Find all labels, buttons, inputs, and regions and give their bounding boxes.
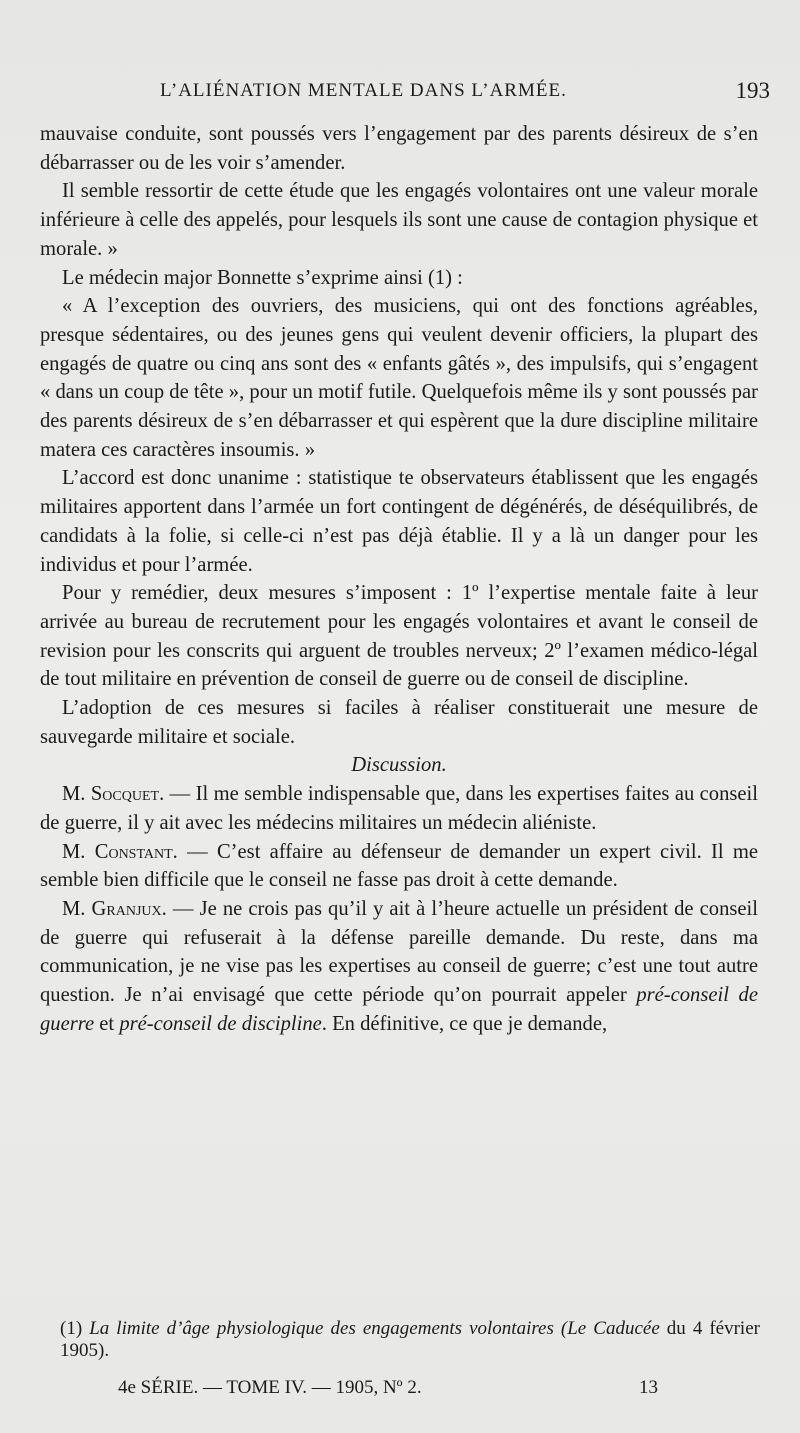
paragraph-1: mauvaise conduite, sont poussés vers l’engagement par des parents désireux de s’en débarrasser ou de les voir s’amender. [40,123,758,174]
series-line: 4e SÉRIE. — TOME IV. — 1905, Nº 2. [118,1377,422,1398]
running-title: L’ALIÉNATION MENTALE DANS L’ARMÉE. [160,80,567,101]
footnote [60,1318,760,1362]
paragraph-7: L’adoption de ces mesures si faciles à réaliser constituerait une mesure de sauvegarde militaire et sociale. [40,697,758,748]
quotation-paragraph: « A l’exception des ouvriers, des musiciens, qui ont des fonctions agréables, presque sédentaires, ou des jeunes gens qui veulent devenir officiers, la plupart des engagés de quatre ou cinq ans sont des « enfants gâtés », des impulsifs, qui s’engagent « dans un coup de tête », pour un motif futile. Quelquefois même ils y sont poussés par des parents désireux de s’en débarrasser et qui espèrent que la dure discipline militaire matera ces caractères insoumis. » [40,295,758,461]
discussion-entry-socquet [40,780,758,837]
speaker-name: M. Constant. [62,840,178,863]
speaker-remark-end: . En définitive, ce que je demande, [321,1012,608,1035]
speaker-remark: — C’est affaire au défenseur de demander un expert civil. Il me semble bien difficile que le conseil ne fasse pas droit à cette demande. [40,840,759,892]
paragraph-2: Il semble ressortir de cette étude que les engagés volontaires ont une valeur morale inférieure à celle des appelés, pour lesquels ils sont une cause de contagion physique et morale. » [40,180,758,260]
discussion-entry-granjux [40,895,758,1039]
italic-term: pré-conseil de discipline [119,1012,322,1035]
footnote-title: La limite d’âge physiologique des engagements volontaires (Le Caducée [89,1318,660,1339]
body-text [40,120,758,1039]
italic-term: pré-conseil de guerre [40,984,758,1035]
paragraph-3: Le médecin major Bonnette s’exprime ainsi (1) : [62,266,463,289]
signature-mark: 13 [639,1377,658,1398]
running-header [160,80,770,116]
speaker-remark: — Il me semble indispensable que, dans les expertises faites au conseil de guerre, il y ait avec les médecins militaires un médecin aliéniste. [40,783,758,834]
speaker-name: M. Granjux. [62,897,167,920]
conjunction: et [94,1012,120,1035]
page-footer [118,1377,658,1407]
paragraph-5: L’accord est donc unanime : statistique te observateurs établissent que les engagés militaires apportent dans l’armée un fort contingent de dégénérés, de déséquilibrés, de candidats à la folie, si celle-ci n’est pas déjà établie. Il y a là un danger pour les individus et pour l’armée. [40,467,758,576]
page-number: 193 [735,78,770,103]
discussion-heading: Discussion. [351,754,447,777]
speaker-remark: — Je ne crois pas qu’il y ait à l’heure actuelle un président de conseil de guerre qui refuserait à la défense pareille demande. Du reste, dans ma communication, je ne vise pas les expertises au conseil de guerre; c’est une tout autre question. Je n’ai envisagé que cette période qu’on pourrait appeler [40,897,759,1007]
footnote-citation: du 4 février 1905). [60,1318,760,1361]
paragraph-6: Pour y remédier, deux mesures s’imposent : 1º l’expertise mentale faite à leur arrivée au bureau de recrutement pour les engagés volontaires et avant le conseil de revision pour les conscrits qui arguent de troubles nerveux; 2º l’examen médico-légal de tout militaire en prévention de conseil de guerre ou de conseil de discipline. [40,582,758,691]
speaker-name: M. Socquet. [62,783,165,806]
discussion-entry-constant [40,838,758,895]
footnote-mark: (1) [60,1318,90,1339]
